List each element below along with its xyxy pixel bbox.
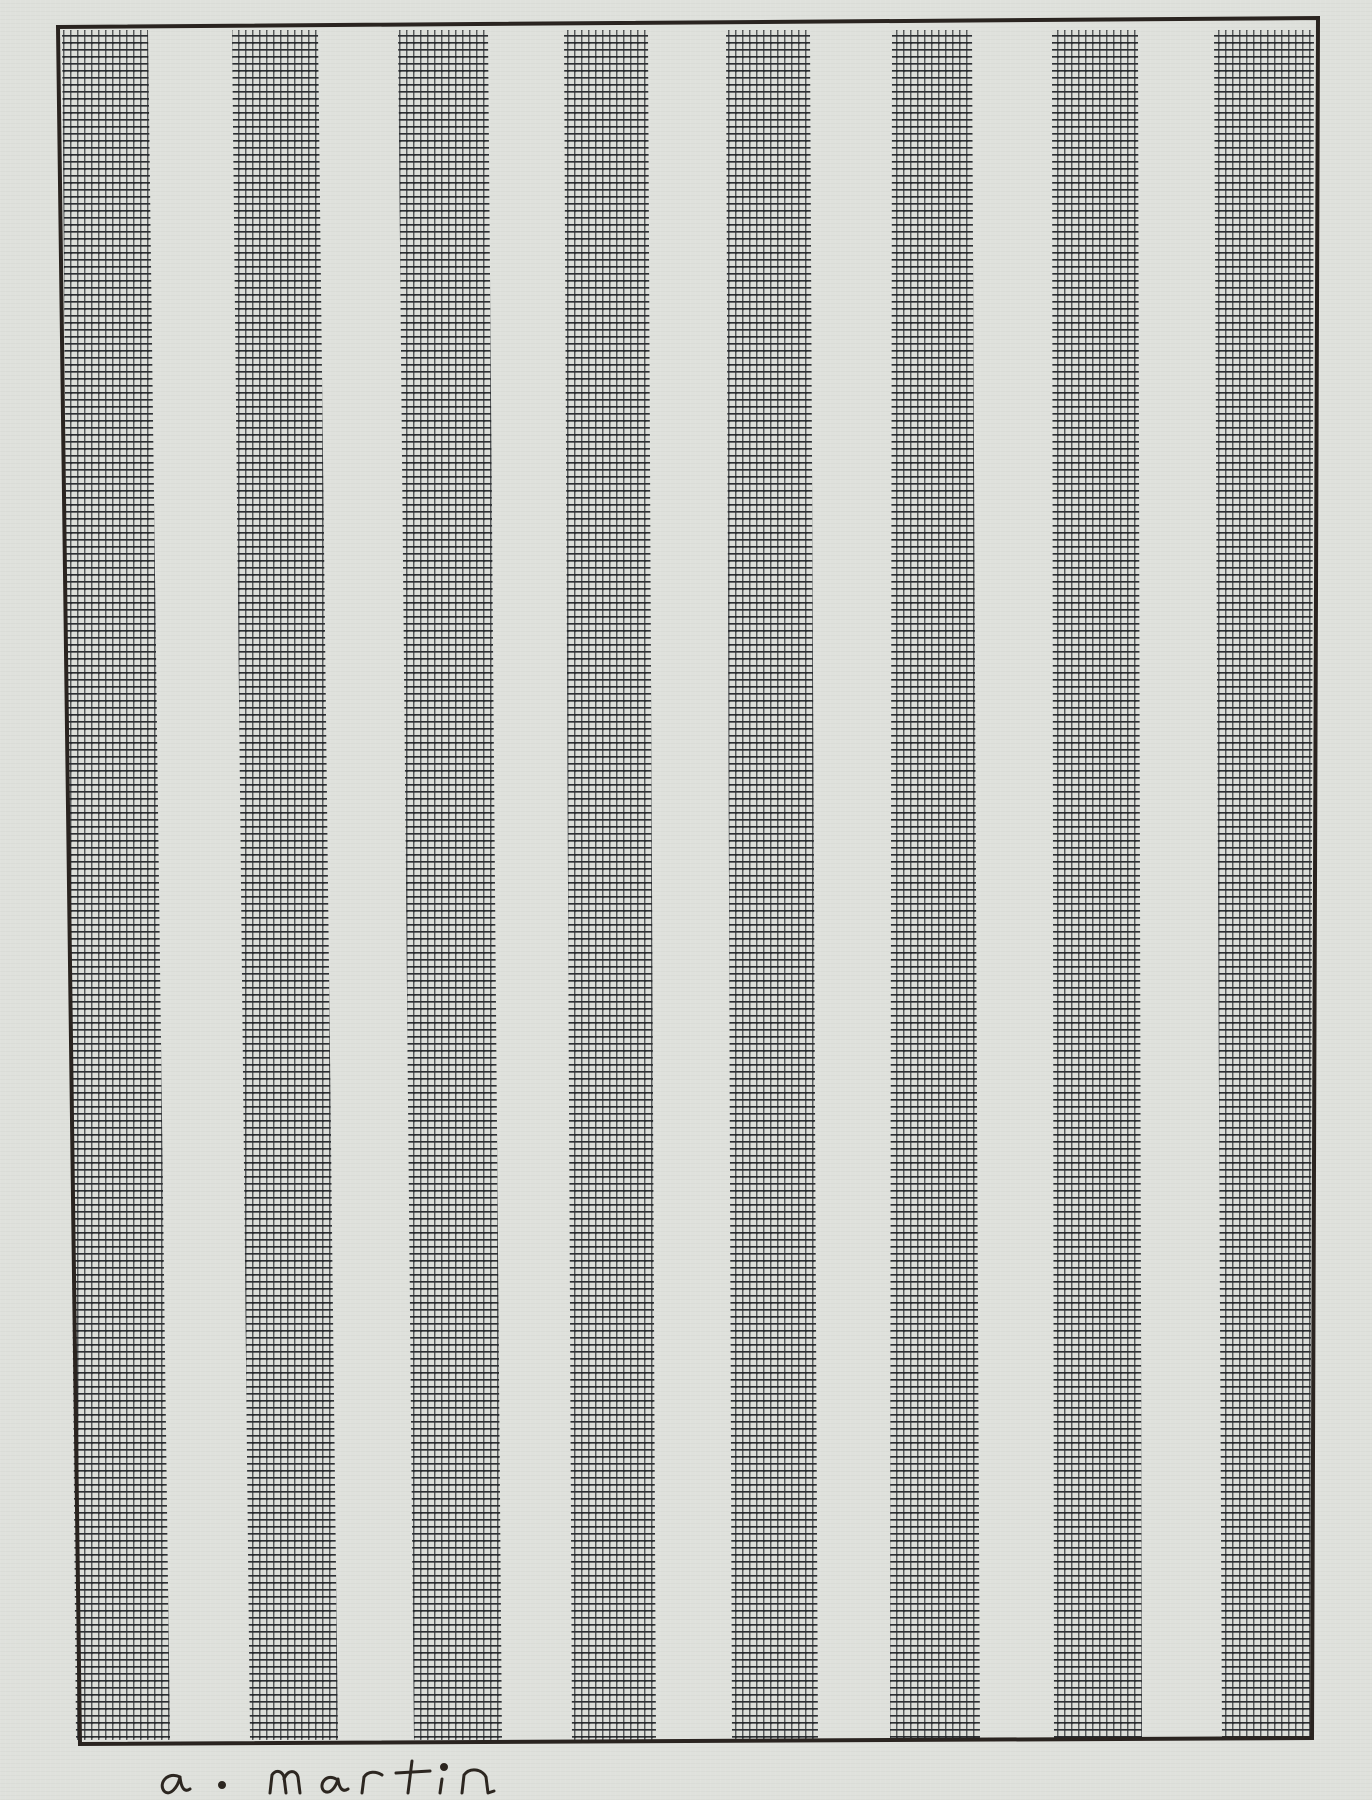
stripe-group [62, 30, 1314, 1740]
stripe-ink-dots-7 [1052, 30, 1142, 1740]
stripe-ink-dots-2 [232, 30, 338, 1740]
signature [150, 1755, 620, 1800]
stripe-ink-dots-3 [398, 30, 502, 1740]
stripe-ink-dots-5 [726, 30, 818, 1740]
stripe-ink-dots-8 [1214, 30, 1314, 1740]
stripe-ink-dots-4 [564, 30, 656, 1740]
stripe-ink-dots-6 [890, 30, 980, 1740]
